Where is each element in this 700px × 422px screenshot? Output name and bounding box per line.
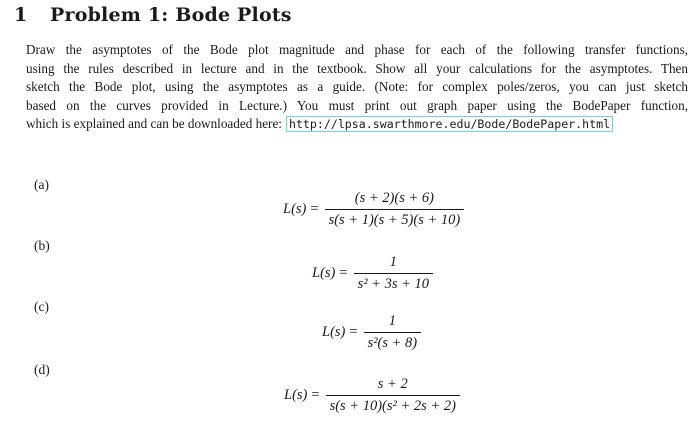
fraction bbox=[364, 313, 422, 352]
equation-lhs: L(s) = bbox=[312, 265, 348, 281]
numerator: 1 bbox=[389, 254, 397, 270]
numerator: 1 bbox=[388, 313, 396, 329]
equation-a bbox=[283, 190, 464, 229]
equation-c bbox=[322, 313, 421, 352]
problem-description bbox=[26, 41, 688, 134]
equation-lhs: L(s) = bbox=[283, 201, 319, 217]
equation-lhs: L(s) = bbox=[322, 324, 358, 340]
part-label-b: (b) bbox=[34, 238, 50, 253]
denominator: s(s + 1)(s + 5)(s + 10) bbox=[325, 209, 465, 229]
description-line-last bbox=[26, 115, 688, 134]
equation-d bbox=[284, 376, 460, 415]
part-label-c: (c) bbox=[34, 299, 49, 314]
part-label-d: (d) bbox=[34, 362, 50, 377]
description-line: using the rules described in lecture and in the textbook. Show all your calculations for the asymptotes. Then bbox=[26, 60, 688, 76]
equation-lhs: L(s) = bbox=[284, 387, 320, 403]
denominator: s(s + 10)(s² + 2s + 2) bbox=[326, 395, 460, 415]
denominator: s² + 3s + 10 bbox=[354, 273, 433, 293]
part-label-a: (a) bbox=[34, 177, 49, 192]
fraction bbox=[354, 254, 433, 293]
fraction bbox=[325, 190, 465, 229]
fraction bbox=[326, 376, 460, 415]
bodepaper-link[interactable]: http://lpsa.swarthmore.edu/Bode/BodePaper.html bbox=[286, 116, 613, 132]
section-number: 1 bbox=[14, 4, 28, 26]
description-line: based on the curves provided in Lecture.) You must print out graph paper using the BodePaper function, bbox=[26, 97, 688, 113]
description-line-text: which is explained and can be downloaded here: bbox=[26, 116, 282, 132]
equation-b bbox=[312, 254, 433, 293]
description-line: Draw the asymptotes of the Bode plot magnitude and phase for each of the following transfer functions, bbox=[26, 42, 688, 57]
numerator: (s + 2)(s + 6) bbox=[354, 190, 434, 206]
denominator: s²(s + 8) bbox=[364, 332, 422, 352]
description-line: sketch the Bode plot, using the asymptotes as a guide. (Note: for complex poles/zeros, you can just sketch bbox=[26, 79, 688, 95]
section-title: Problem 1: Bode Plots bbox=[50, 4, 292, 26]
section-heading bbox=[14, 4, 292, 26]
numerator: s + 2 bbox=[377, 376, 408, 392]
